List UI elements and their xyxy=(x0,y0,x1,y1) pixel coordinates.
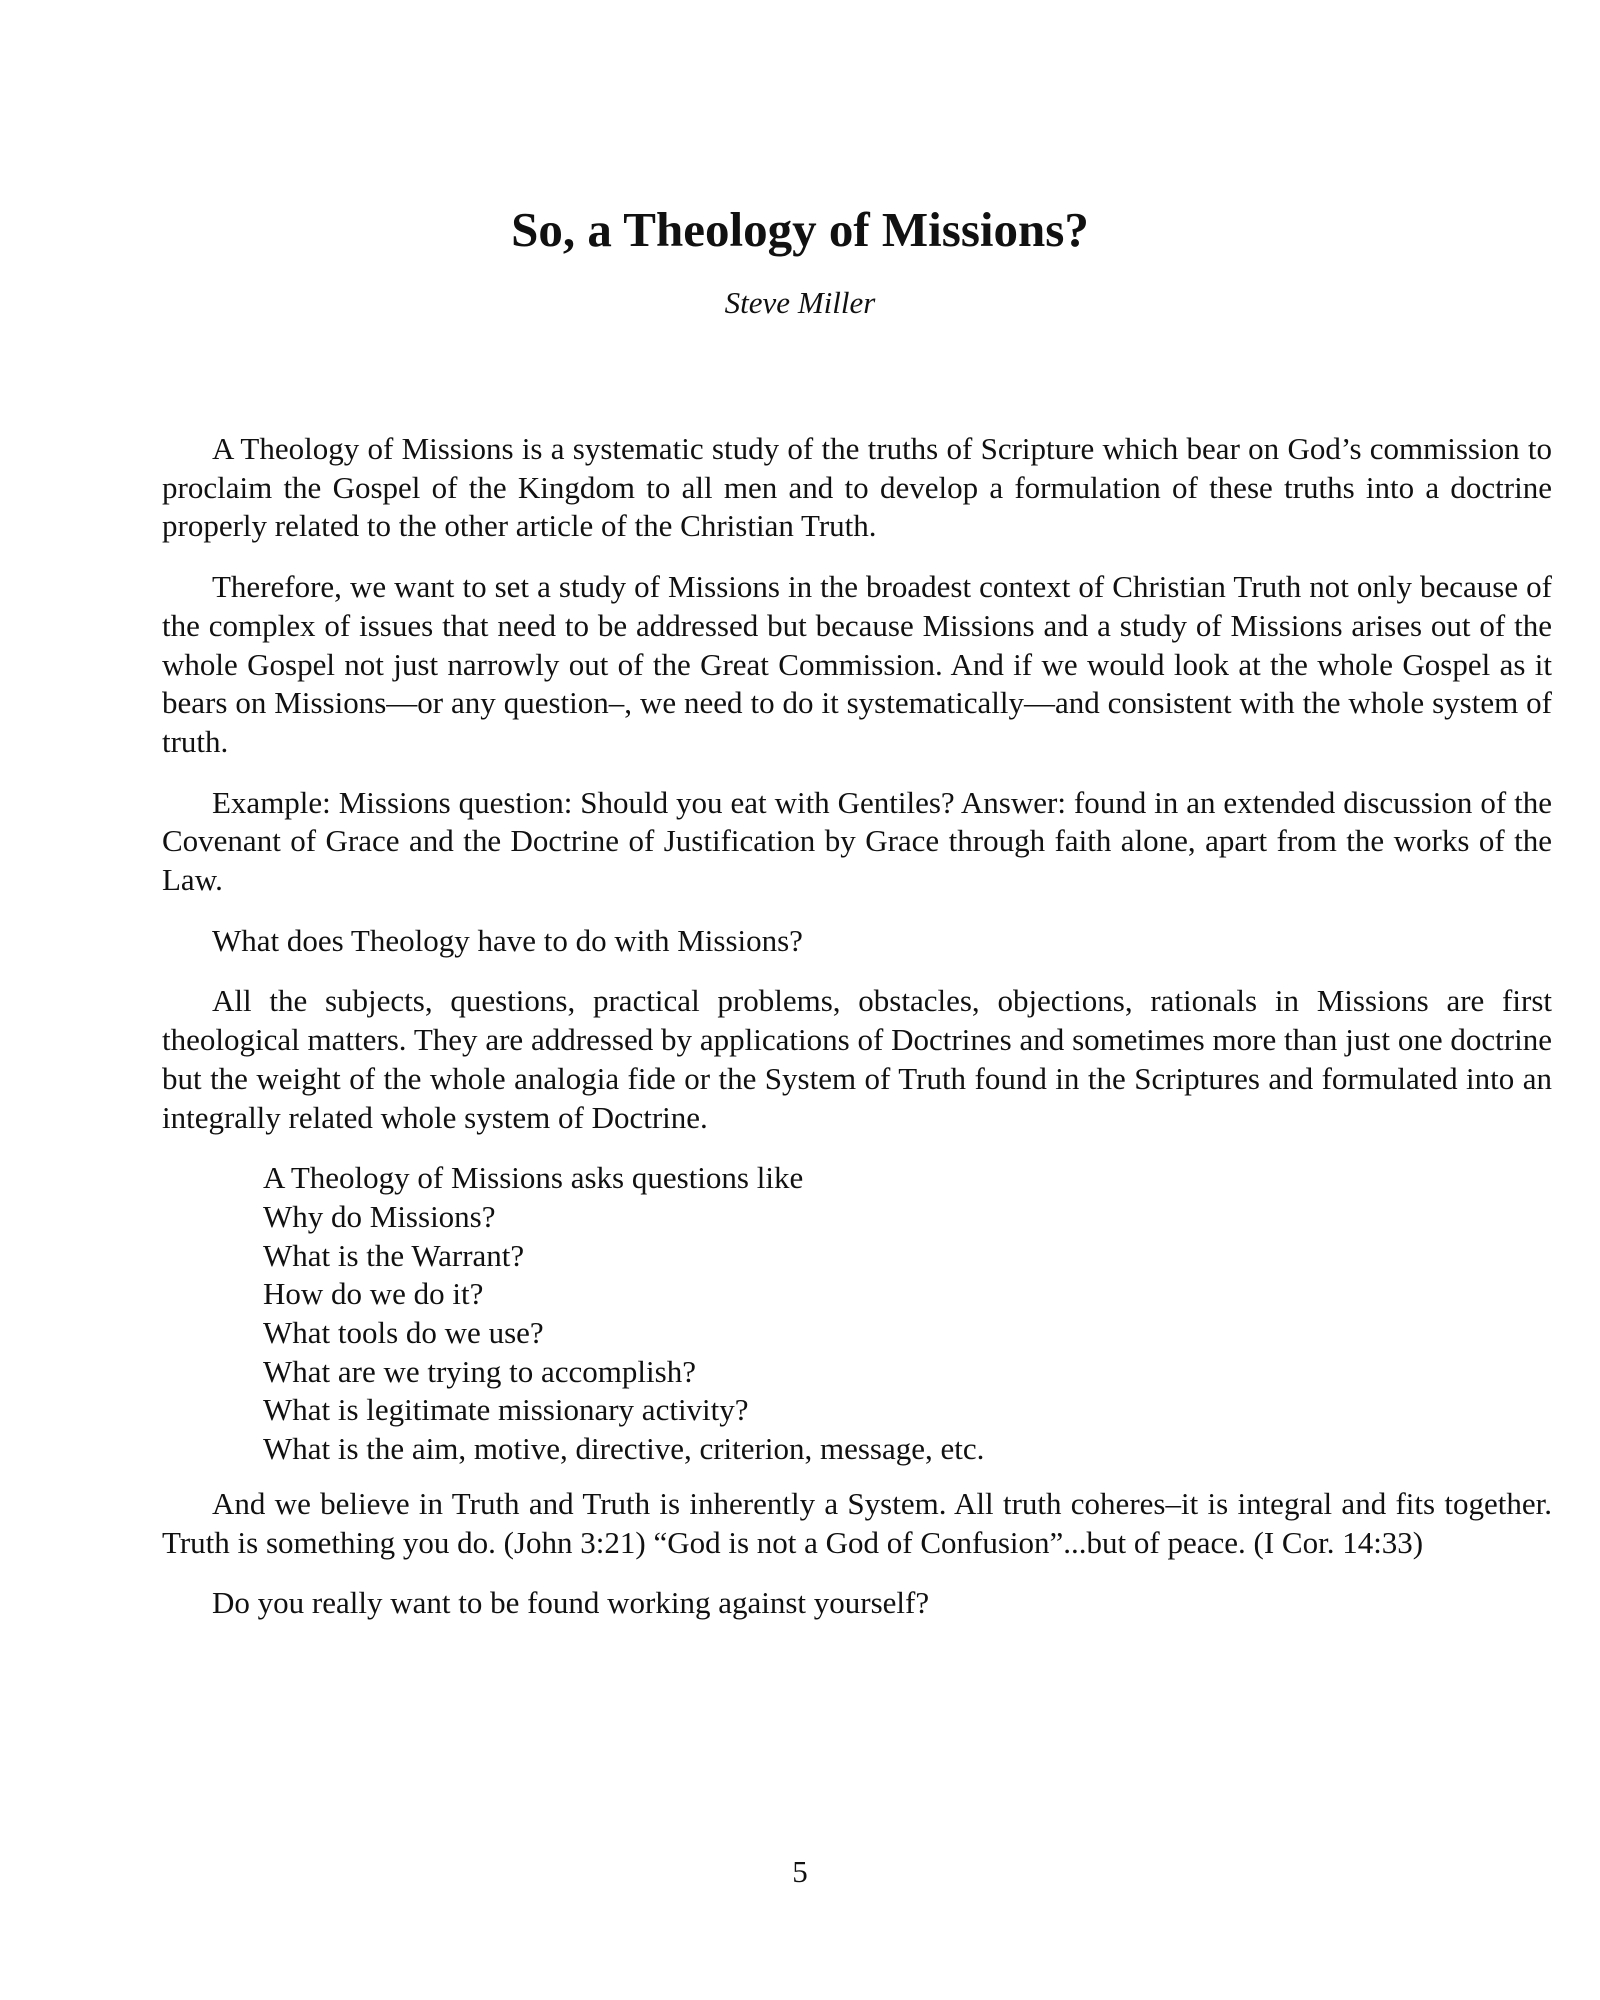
question-list-item: Why do Missions? xyxy=(263,1198,496,1234)
paragraph-truth-system: And we believe in Truth and Truth is inherently a System. All truth coheres–it is integral and fits together. Truth is something you do. (John 3:21) “God is not a God of Confusion”...but of peace. (I Cor. 14:33) xyxy=(162,1485,1552,1560)
paragraph-closing-question: Do you really want to be found working against yourself? xyxy=(212,1585,930,1621)
body-text xyxy=(162,430,1552,1645)
question-list-item: What is the aim, motive, directive, criterion, message, etc. xyxy=(263,1431,985,1467)
question-list-item: How do we do it? xyxy=(263,1276,484,1312)
page-number: 5 xyxy=(792,1854,808,1889)
question-list-item: What tools do we use? xyxy=(263,1315,544,1351)
question-list-item: What is the Warrant? xyxy=(263,1237,525,1273)
question-list xyxy=(263,1159,1552,1469)
paragraph-theological-matters: All the subjects, questions, practical problems, obstacles, objections, rationals in Missions are first theological matters. They are addressed by applications of Doctrines and sometimes more than just one doctrine but the weight of the whole analogia fide or the System of Truth found in the Scriptures and formulated into an integrally related whole system of Doctrine. xyxy=(162,983,1552,1135)
paragraph-example: Example: Missions question: Should you eat with Gentiles? Answer: found in an extended discussion of the Covenant of Grace and the Doctrine of Justification by Grace through faith alone, apart from the works of the Law. xyxy=(162,784,1552,898)
author-name: Steve Miller xyxy=(724,285,876,320)
question-list-item: A Theology of Missions asks questions like xyxy=(263,1160,804,1196)
document-title: So, a Theology of Missions? xyxy=(511,202,1089,257)
paragraph-definition: A Theology of Missions is a systematic study of the truths of Scripture which bear on God’s commission to proclaim the Gospel of the Kingdom to all men and to develop a formulation of these truths into a doctrine properly related to the other article of the Christian Truth. xyxy=(162,431,1552,544)
question-list-item: What are we trying to accomplish? xyxy=(263,1353,696,1389)
paragraph-context: Therefore, we want to set a study of Missions in the broadest context of Christian Truth not only because of the complex of issues that need to be addressed but because Missions and a study of Missions arises out of the whole Gospel not just narrowly out of the Great Commission. And if we would look at the whole Gospel as it bears on Missions—or any question–, we need to do it systematically—and consistent with the whole system of truth. xyxy=(162,569,1552,759)
paragraph-question: What does Theology have to do with Missions? xyxy=(212,922,803,958)
question-list-item: What is legitimate missionary activity? xyxy=(263,1392,749,1428)
